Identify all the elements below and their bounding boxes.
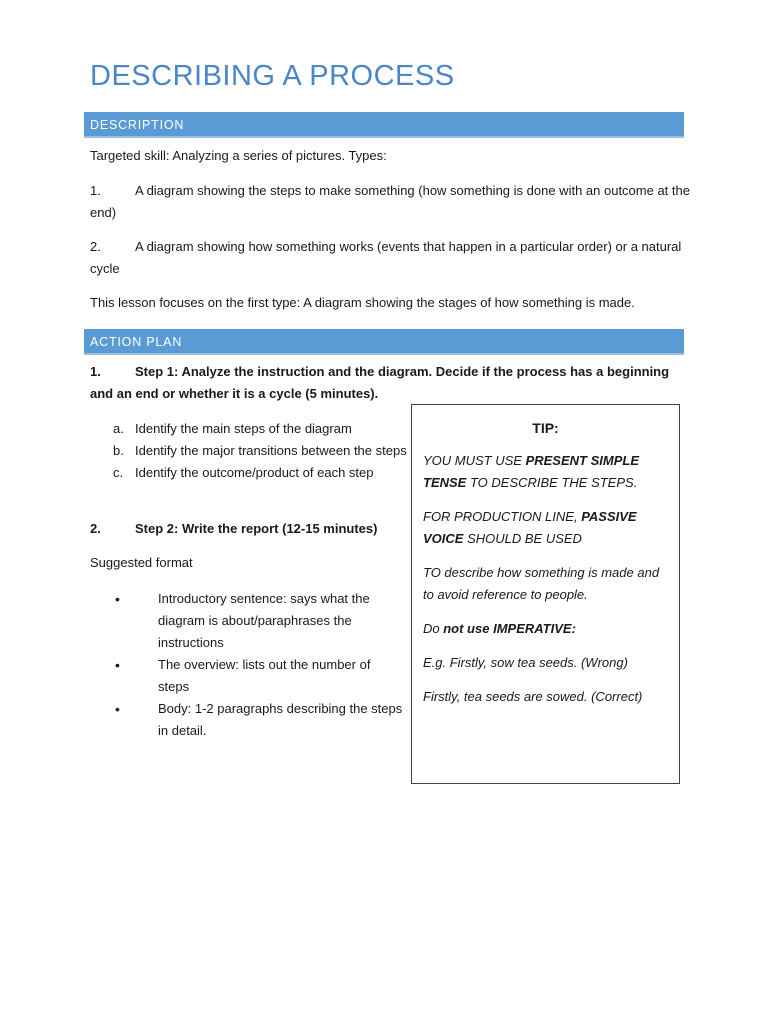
list-item	[113, 418, 413, 440]
step-text: Step 1: Analyze the instruction and the diagram. Decide if the process has a beginning and an end or whether it is a cycle (5 minutes).	[90, 364, 670, 401]
step-number: 1.	[90, 364, 101, 379]
tip-paragraph-6: Firstly, tea seeds are sowed. (Correct)	[423, 689, 643, 704]
list-item-text: The overview: lists out the number of steps	[158, 657, 371, 694]
suggested-format-label: Suggested format	[90, 555, 193, 570]
step-1-sublist	[113, 418, 413, 484]
description-intro: Targeted skill: Analyzing a series of pictures. Types:	[90, 148, 387, 163]
list-item-text: Body: 1-2 paragraphs describing the steps in detail.	[158, 701, 403, 738]
bullet-icon: •	[115, 701, 120, 717]
tip-paragraph-5: E.g. Firstly, sow tea seeds. (Wrong)	[423, 655, 628, 670]
item-text: A diagram showing how something works (events that happen in a particular order) or a natural cycle	[90, 239, 682, 276]
tip-box	[411, 404, 680, 784]
tip-paragraph-2	[423, 506, 668, 550]
bullet-icon: •	[115, 591, 120, 607]
tip-title: TIP:	[532, 420, 559, 436]
tip-emphasis: PASSIVE VOICE	[423, 509, 637, 546]
description-focus: This lesson focuses on the first type: A diagram showing the stages of how something is made.	[90, 295, 635, 310]
tip-text: FOR PRODUCTION LINE,	[423, 509, 582, 524]
format-bullet-list	[113, 588, 403, 742]
description-item-1	[90, 180, 690, 224]
item-number: 2.	[90, 239, 101, 254]
list-item	[113, 698, 403, 742]
tip-paragraph-4	[423, 618, 668, 640]
list-marker: b.	[113, 443, 124, 458]
step-number: 2.	[90, 521, 101, 536]
list-item	[113, 654, 403, 698]
item-number: 1.	[90, 183, 101, 198]
list-item-text: Identify the main steps of the diagram	[135, 421, 352, 436]
description-item-2	[90, 236, 690, 280]
list-item	[113, 588, 403, 654]
tip-text: YOU MUST USE	[423, 453, 526, 468]
tip-paragraph-3: TO describe how something is made and to avoid reference to people.	[423, 565, 660, 602]
page-title: DESCRIBING A PROCESS	[90, 60, 455, 92]
tip-emphasis: PRESENT SIMPLE TENSE	[423, 453, 639, 490]
step-1	[90, 361, 680, 405]
list-item-text: Identify the major transitions between the steps	[135, 443, 407, 458]
item-text: A diagram showing the steps to make something (how something is done with an outcome at the end)	[90, 183, 690, 220]
list-marker: c.	[113, 465, 124, 480]
action-plan-section-header: ACTION PLAN	[84, 329, 684, 355]
list-item-text: Introductory sentence: says what the diagram is about/paraphrases the instructions	[158, 591, 370, 650]
tip-emphasis: IMPERATIVE:	[489, 621, 576, 636]
list-item-text: Identify the outcome/product of each step	[135, 465, 374, 480]
tip-text: SHOULD BE USED	[463, 531, 582, 546]
tip-emphasis: not use	[443, 621, 490, 636]
list-marker: a.	[113, 421, 124, 436]
step-text: Step 2: Write the report (12-15 minutes)	[135, 521, 378, 536]
step-2	[90, 518, 410, 540]
bullet-icon: •	[115, 657, 120, 673]
list-item	[113, 440, 413, 462]
tip-paragraph-1	[423, 450, 668, 494]
tip-text: TO DESCRIBE THE STEPS.	[466, 475, 638, 490]
list-item	[113, 462, 413, 484]
tip-text: Do	[423, 621, 444, 636]
description-section-header: DESCRIPTION	[84, 112, 684, 138]
